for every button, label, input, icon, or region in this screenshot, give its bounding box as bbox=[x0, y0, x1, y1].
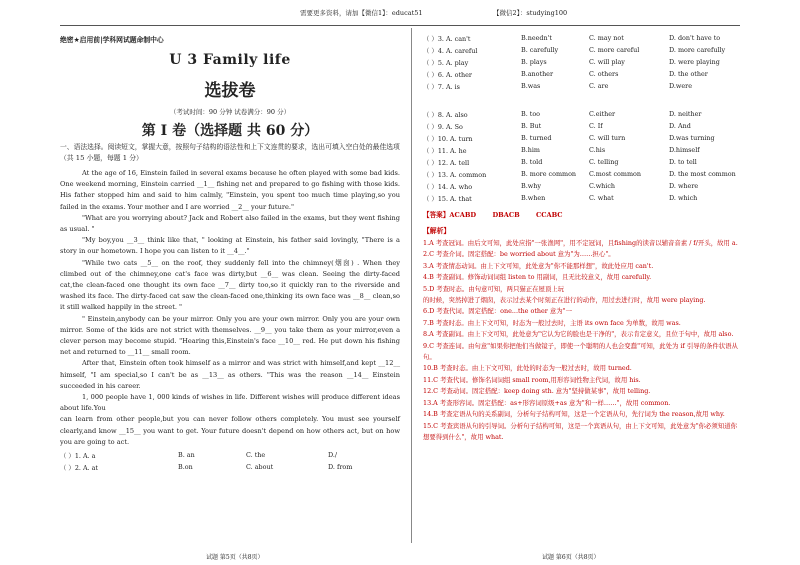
wechat-note-1: 需要更多资料，请加【微信1】：educat51 bbox=[300, 9, 423, 17]
right-page bbox=[423, 34, 741, 443]
option-row: （ ）4. A. careful B. carefully C. more careful D. more carefully bbox=[423, 46, 726, 55]
explanation-item: 9.C 考查连词。由句意"如果你把他们当做镜子，即使一个聪明的人也会变蠢"可知，此处为 if 引导的条件状语从句。 bbox=[423, 341, 738, 362]
option-c: C. the bbox=[246, 451, 266, 460]
option-row: （ ）8. A. also B. too C.either D. neither bbox=[423, 110, 702, 119]
option-row: （ ）15. A. that B.when C. what D. which bbox=[423, 194, 698, 203]
passage-paragraph: "While two cats __5__ on the roof, they suddenly fell into the chimney(烟囱) . When they climbed out of the chimney,one cat's face was dirty,but __6__ was clean. Seeing the dirty-faced cat,the clean-faced one thought its own face __7__ dirty too,so it quickly ran to the riverside and washed its face. The dirty-faced cat saw the clean-faced one,thinking its own face was __8__ clean,so it still walked happily in the street. " bbox=[60, 258, 400, 312]
passage-paragraph: 1, 000 people have 1, 000 kinds of wishes in life. Different wishes will produce different ideas about life.You bbox=[60, 393, 400, 413]
option-row: （ ）12. A. tell B. told C. telling D. to tell bbox=[423, 158, 697, 167]
exam-source: 绝密★启用前|学科网试题命制中心 bbox=[60, 36, 164, 44]
answer-key bbox=[423, 209, 741, 220]
option-row: （ ）5. A. play B. plays C. will play D. were playing bbox=[423, 58, 720, 67]
explanation-item: 15.C 考查宾语从句的引导词。分析句子结构可知，这是一个宾语从句，由上下文可知，此处意为"你必须知道你想要得到什么"，故用 what. bbox=[423, 421, 737, 441]
option-row: （ ）10. A. turn B. turned C. will turn D.was turning bbox=[423, 134, 715, 143]
explanation-item: 12.C 考查动词。固定搭配：keep doing sth. 意为"坚持做某事"，故用 telling. bbox=[423, 387, 651, 396]
explanation-item: 6.D 考查代词。固定搭配：one...the other 意为"一 bbox=[423, 307, 573, 316]
answer-group-1: 【答案】ACABD bbox=[423, 211, 477, 219]
explanation-item: 2.C 考查介词。固定搭配：be worried about 意为"为……担心"。 bbox=[423, 250, 615, 259]
wechat-note-2: 【微信2】：studying100 bbox=[493, 9, 568, 17]
explanation-item: 的时候，突然掉进了烟囱，表示过去某个时刻正在进行的动作，用过去进行时，故用 were playing. bbox=[423, 296, 706, 305]
passage-paragraph: " Einstein,anybody can be your mirror. Only you are your own mirror. Only you are your own mirror. Some of the kids are not strict with themselves. __9__ you take them as your mirror,even a clever person may become stupid. "Hearing this,Einstein's face __10__ red. He put down his fishing net and returned to __11__ small room. bbox=[60, 314, 400, 357]
option-row: （ ）11. A. he B.him C.his D.himself bbox=[423, 146, 700, 155]
option-row bbox=[60, 463, 400, 475]
section-instructions: 一、语法选择。阅读短文，掌握大意，按照句子结构的语法性和上下文连贯的要求，选出可填入空白处的最佳选项（共 15 小题，每题 1 分） bbox=[60, 143, 400, 162]
option-b: B.on bbox=[178, 463, 193, 472]
option-b: B. an bbox=[178, 451, 195, 460]
option-row: （ ）14. A. who B.why C.which D. where bbox=[423, 182, 699, 191]
passage-paragraph: can learn from other people,but you can never follow others completely. You must see yourself clearly,and know __15__ you want to get. Your future doesn't depend on how others act, but on how you are going to act. bbox=[60, 415, 400, 446]
explanation-item: 7.B 考查时态。由上下文可知，时态为一般过去时，主语 its own face 为单数，故用 was. bbox=[423, 318, 681, 327]
passage-paragraph: After that, Einstein often took himself as a mirror and was strict with himself,and kept __12__ himself, "I am special,so I can't be as __13__ as others. "This was the reason __14__ Einstein succeeded in his career. bbox=[60, 359, 400, 390]
option-a: （ ）1. A. a bbox=[60, 452, 96, 461]
option-c: C. about bbox=[246, 463, 274, 472]
left-options bbox=[60, 451, 400, 475]
top-divider bbox=[60, 25, 740, 26]
passage-paragraph: At the age of 16, Einstein failed in several exams because he often played with some bad kids. One weekend morning, Einstein carried __1__ fishing net and prepared to go fishing with those kids. His father stopped him and said to him calmly, "Einstein, you spent too much time playing,so you failed in the exams. Your mother and I are worried __2__ your future." bbox=[60, 169, 400, 211]
option-d: D./ bbox=[328, 451, 338, 460]
exam-info: （考试时间：90 分钟 试卷满分：90 分） bbox=[169, 108, 291, 116]
option-row: （ ）13. A. common B. more common C.most common D. the most common bbox=[423, 170, 736, 179]
column-divider bbox=[411, 28, 412, 543]
option-row: （ ）7. A. is B.was C. are D.were bbox=[423, 82, 693, 91]
option-row: （ ）9. A. So B. But C. If D. And bbox=[423, 122, 691, 131]
explanation-item: 10.B 考查时态。由上下文可知，此处的时态为一般过去时，故用 turned. bbox=[423, 364, 632, 373]
answer-group-3: CCABC bbox=[535, 211, 563, 219]
explanation-item: 1.A 考查冠词。由后文可知，此处应指"一张渔网"，用不定冠词，且fishing的读音以辅音音素 / f/开头，故用 a. bbox=[423, 239, 738, 247]
option-d: D. from bbox=[328, 463, 353, 472]
unit-title: U 3 Family life bbox=[169, 52, 291, 68]
passage bbox=[60, 168, 400, 448]
page-footer-right: 试题 第6页（共8页） bbox=[542, 554, 600, 561]
answer-group-2: DBACB bbox=[492, 211, 520, 219]
option-row: （ ）3. A. can't B.needn't C. may not D. don't have to bbox=[423, 34, 721, 43]
part-title: 第 I 卷（选择题 共 60 分） bbox=[141, 123, 319, 139]
explanation-item: 13.A 考查形容词。固定搭配：as+形容词原级+as 意为"和一样……"，故用 common. bbox=[423, 398, 671, 407]
page-footer-left: 试题 第5页（共8页） bbox=[206, 554, 264, 561]
explanations bbox=[423, 238, 741, 443]
explanation-item: 3.A 考查情态动词。由上下文可知，此处意为"你不能那样想"，故此处应用 can't. bbox=[423, 261, 654, 270]
top-banner bbox=[0, 8, 800, 20]
options-group-1 bbox=[423, 34, 741, 94]
exam-subtitle: 选拔卷 bbox=[204, 81, 256, 101]
explanation-item: 14.B 考查定语从句的关系副词，分析句子结构可知，这是一个定语从句，先行词为 the reason,故用 why. bbox=[423, 410, 725, 419]
left-page bbox=[60, 34, 400, 475]
option-row: （ ）6. A. other B.another C. others D. the other bbox=[423, 70, 708, 79]
explanation-item: 8.A 考查副词。由上下文可知，此处意为"它认为它的脸也是干净的"，表示肯定意义，且位于句中，故用 also. bbox=[423, 330, 734, 339]
option-a: （ ）2. A. at bbox=[60, 464, 98, 473]
options-group-2 bbox=[423, 110, 741, 206]
explanation-item: 4.B 考查副词。修饰动词词组 listen to 用副词，且无比较意义，故用 carefully. bbox=[423, 273, 652, 282]
explanation-heading: 【解析】 bbox=[423, 227, 451, 235]
passage-paragraph: "My boy,you __3__ think like that, " looking at Einstein, his father said lovingly, "There is a story in our hometown. I hope you can listen to it __4__." bbox=[60, 236, 400, 256]
explanation-item: 11.C 考查代词。修饰名词词组 small room,用形容词性物主代词，故用 his. bbox=[423, 375, 641, 384]
passage-paragraph: "What are you worrying about? Jack and Robert also failed in the exams, but they went fishing as usual. " bbox=[60, 213, 400, 234]
option-row bbox=[60, 451, 400, 463]
explanation-item: 5.D 考查时态。由句意可知，两只猫正在屋顶上玩 bbox=[423, 284, 565, 293]
